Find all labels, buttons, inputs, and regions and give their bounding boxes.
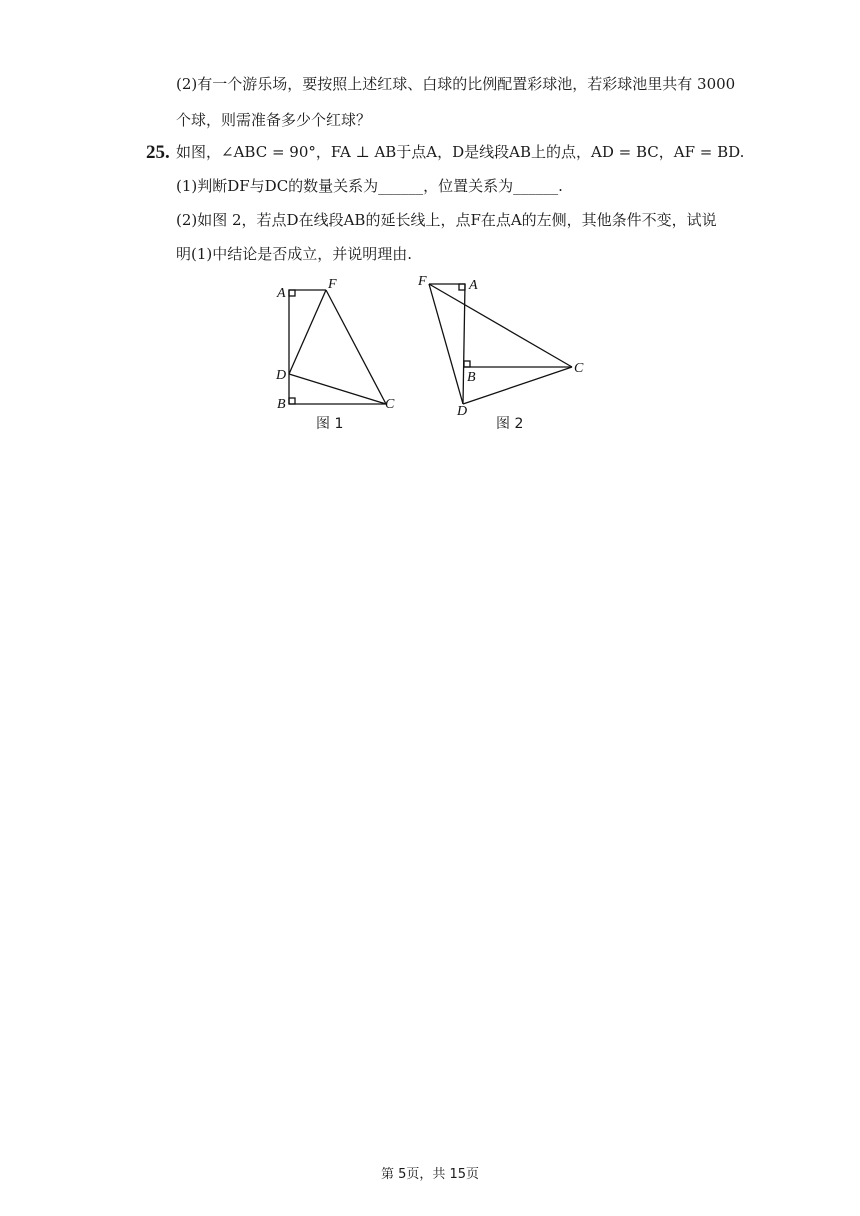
figure-2 bbox=[412, 268, 597, 418]
fig2-caption: 图 2 bbox=[496, 416, 524, 432]
fig1-caption: 图 1 bbox=[316, 416, 344, 432]
fig2-right-angle-B bbox=[464, 361, 470, 367]
fig2-right-angle-A bbox=[459, 284, 465, 290]
fig1-label-D: D bbox=[276, 368, 287, 383]
question-stem: 如图，∠ABC = 90°，FA ⊥ AB于点A，D是线段AB上的点，AD = BC，AF = BD. bbox=[176, 143, 745, 161]
page-footer: 第 5页，共 15页 bbox=[380, 1167, 480, 1182]
question-part1: (1)判断DF与DC的数量关系为______，位置关系为______. bbox=[176, 177, 563, 195]
fig1-label-C: C bbox=[385, 397, 395, 412]
figure-1 bbox=[270, 275, 410, 415]
fig2-segment-FD bbox=[429, 284, 463, 404]
fig1-label-B: B bbox=[277, 397, 286, 412]
fig1-right-angle-B bbox=[289, 398, 295, 404]
fig2-segment-DC bbox=[463, 367, 572, 404]
fig2-segment-AD bbox=[463, 284, 465, 404]
fig2-label-B: B bbox=[467, 370, 476, 385]
fig2-label-A: A bbox=[469, 278, 478, 293]
fig2-label-F: F bbox=[418, 274, 427, 289]
fig2-segment-FC bbox=[429, 284, 572, 367]
fig1-label-F: F bbox=[328, 277, 337, 292]
fig2-label-D: D bbox=[457, 404, 468, 418]
fig2-label-C: C bbox=[574, 361, 584, 376]
fig1-right-angle-A bbox=[289, 290, 295, 296]
fig1-segment-DF bbox=[289, 290, 326, 374]
prev-question-part2-line2: 个球，则需准备多少个红球？ bbox=[176, 111, 372, 129]
fig1-segment-FC bbox=[326, 290, 386, 404]
fig1-segment-DC bbox=[289, 374, 386, 404]
question-part2-line1: (2)如图 2，若点D在线段AB的延长线上，点F在点A的左侧，其他条件不变，试说 bbox=[176, 211, 717, 229]
question-part2-line2: 明(1)中结论是否成立，并说明理由. bbox=[176, 245, 413, 263]
question-number: 25. bbox=[146, 142, 170, 163]
fig1-label-A: A bbox=[277, 286, 286, 301]
prev-question-part2-line1: (2)有一个游乐场，要按照上述红球、白球的比例配置彩球池，若彩球池里共有 3000 bbox=[176, 75, 736, 93]
